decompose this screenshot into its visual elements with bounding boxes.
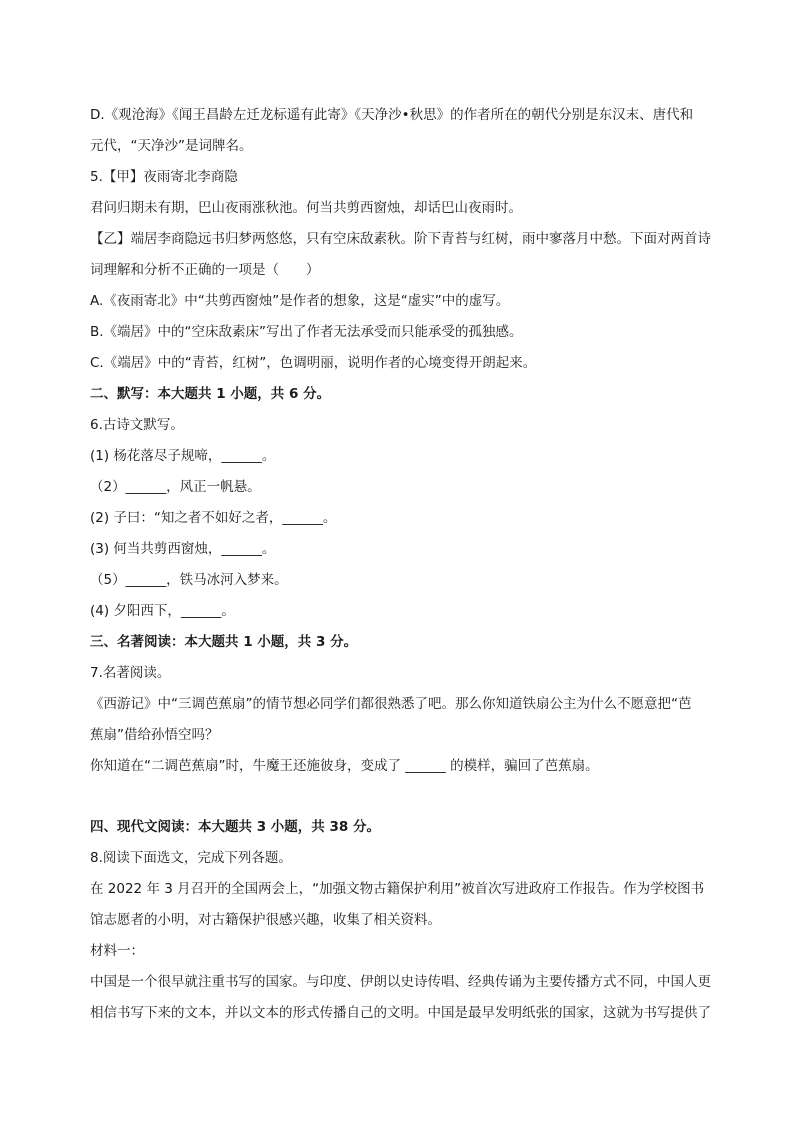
section-heading: 二、默写：本大题共 1 小题，共 6 分。 — [90, 386, 331, 402]
text-line: 你知道在“二调芭蕉扇”时，牛魔王还施彼身，变成了 ______ 的模样，骗回了芭蕉扇。 — [90, 758, 599, 774]
text-line: （5）______，铁马冰河入梦来。 — [90, 572, 288, 588]
document-body — [90, 100, 715, 1029]
section-heading: 四、现代文阅读：本大题共 3 小题，共 38 分。 — [90, 819, 380, 835]
text-line: A.《夜雨寄北》中“共剪西窗烛”是作者的想象，这是“虚实”中的虚写。 — [90, 293, 510, 309]
text-line: 5.【甲】夜雨寄北李商隐 — [90, 169, 238, 185]
text-line: D.《观沧海》《闻王昌龄左迁龙标遥有此寄》《天净沙•秋思》的作者所在的朝代分别是东汉末、唐代和 — [90, 107, 694, 123]
text-line: 7.名著阅读。 — [90, 665, 171, 681]
blank-spacer — [90, 782, 715, 812]
text-line: （2）______，风正一帆悬。 — [90, 479, 261, 495]
text-line: 元代，“天净沙”是词牌名。 — [90, 138, 253, 154]
text-line: C.《端居》中的“青苔，红树”，色调明丽，说明作者的心境变得开朗起来。 — [90, 355, 537, 371]
text-line: (2) 子曰：“知之者不如好之者，______。 — [90, 510, 337, 526]
text-line: 馆志愿者的小明，对古籍保护很感兴趣，收集了相关资料。 — [90, 912, 441, 928]
section-heading: 三、名著阅读：本大题共 1 小题，共 3 分。 — [90, 634, 358, 650]
text-line: 蕉扇”借给孙悟空吗？ — [90, 727, 219, 743]
text-line: 词理解和分析不正确的一项是（ ） — [90, 262, 320, 278]
text-line: (4) 夕阳西下，______。 — [90, 603, 235, 619]
text-line: (1) 杨花落尽子规啼，______。 — [90, 448, 276, 464]
text-line: 6.古诗文默写。 — [90, 417, 184, 433]
text-line: 《西游记》中“三调芭蕉扇”的情节想必同学们都很熟悉了吧。那么你知道铁扇公主为什么不愿意把“芭 — [90, 696, 692, 712]
text-line: 相信书写下来的文本，并以文本的形式传播自己的文明。中国是最早发明纸张的国家，这就为书写提供了 — [90, 1005, 711, 1021]
text-line: 材料一： — [90, 943, 144, 959]
text-line: 在 2022 年 3 月召开的全国两会上，“加强文物古籍保护利用”被首次写进政府工作报告。作为学校图书 — [90, 881, 705, 897]
text-line: B.《端居》中的“空床敌素床”写出了作者无法承受而只能承受的孤独感。 — [90, 324, 523, 340]
text-line: 8.阅读下面选文，完成下列各题。 — [90, 850, 292, 866]
text-line: 中国是一个很早就注重书写的国家。与印度、伊朗以史诗传唱、经典传诵为主要传播方式不同，中国人更 — [90, 974, 711, 990]
text-line: 君问归期未有期，巴山夜雨涨秋池。何当共剪西窗烛，却话巴山夜雨时。 — [90, 200, 522, 216]
text-line: (3) 何当共剪西窗烛，______。 — [90, 541, 276, 557]
text-line: 【乙】端居李商隐远书归梦两悠悠，只有空床敌素秋。阶下青苔与红树，雨中寥落月中愁。下面对两首诗 — [90, 231, 711, 247]
